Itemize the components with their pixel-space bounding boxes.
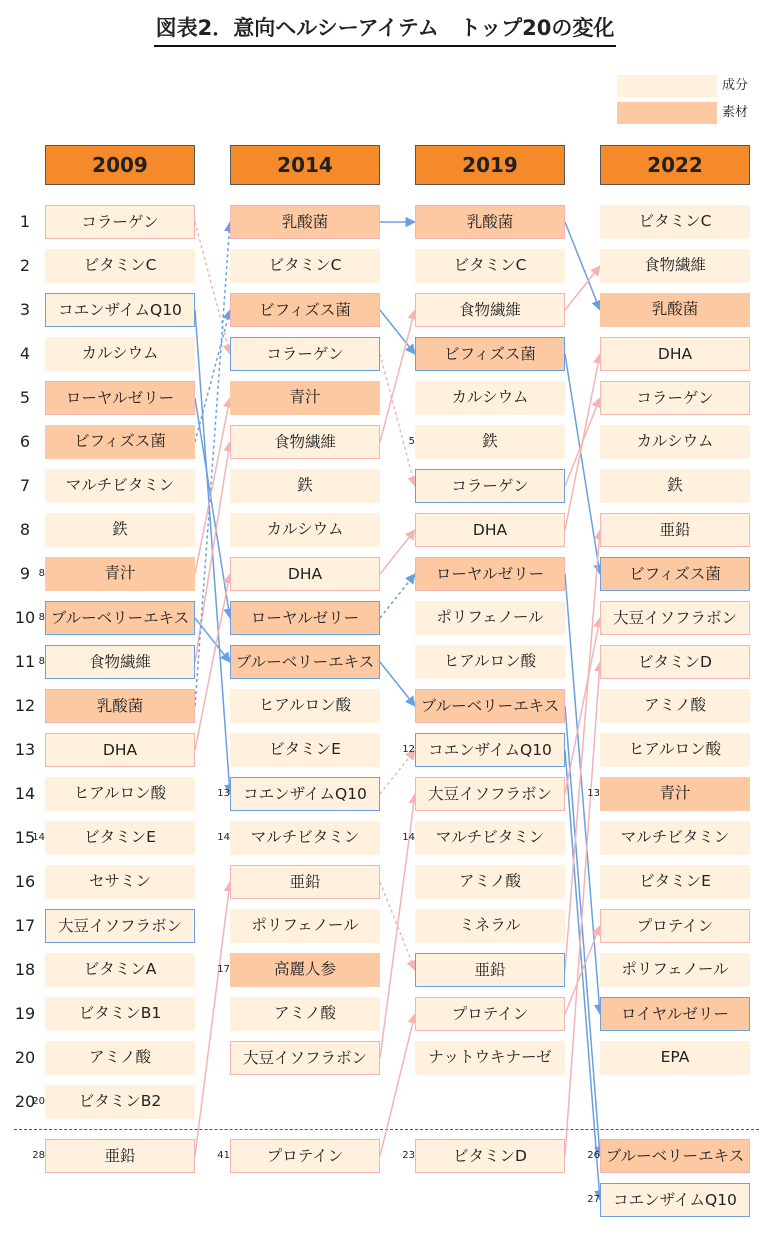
tied-rank-note: 27 [587,1194,600,1205]
item-cell: 乳酸菌 [415,205,565,239]
item-cell: ビフィズス菌 [230,293,380,327]
item-cell: カルシウム [45,337,195,371]
tied-rank-note: 12 [402,744,415,755]
item-cell: ビタミンE [45,821,195,855]
item-cell: マルチビタミン [45,469,195,503]
item-cell: EPA [600,1041,750,1075]
item-cell: 青汁 [230,381,380,415]
rank-label: 10 [14,608,36,627]
rank-label: 9 [19,564,31,583]
item-cell: コエンザイムQ10 [600,1183,750,1217]
item-cell: ブルーベリーエキス [45,601,195,635]
tied-rank-note: 26 [587,1150,600,1161]
item-cell: 鉄 [45,513,195,547]
item-cell: ビタミンB2 [45,1085,195,1119]
rank-change-arrow [380,1014,415,1156]
rank-label: 18 [14,960,36,979]
rank-label: 20 [14,1048,36,1067]
item-cell: 鉄 [230,469,380,503]
rank-label: 4 [19,344,31,363]
item-cell: ビタミンD [415,1139,565,1173]
item-cell: ビタミンA [45,953,195,987]
item-cell: ビタミンC [600,205,750,239]
item-cell: ナットウキナーゼ [415,1041,565,1075]
item-cell: 青汁 [45,557,195,591]
item-cell: ローヤルゼリー [230,601,380,635]
item-cell: 乳酸菌 [45,689,195,723]
item-cell: 食物繊維 [600,249,750,283]
item-cell: プロテイン [415,997,565,1031]
rank-change-arrow [195,882,230,1156]
rank-change-arrow [380,530,415,574]
legend-label-material: 素材 [722,105,749,120]
rank-change-arrow [565,266,600,310]
item-cell: 食物繊維 [415,293,565,327]
item-cell: 亜鉛 [45,1139,195,1173]
item-cell: ポリフェノール [415,601,565,635]
item-cell: ビフィズス菌 [600,557,750,591]
rank-change-arrow [380,662,415,706]
item-cell: ポリフェノール [600,953,750,987]
item-cell: ビタミンC [415,249,565,283]
tied-rank-note: 41 [217,1150,230,1161]
rank-label: 17 [14,916,36,935]
item-cell: DHA [415,513,565,547]
item-cell: 鉄 [600,469,750,503]
item-cell: コラーゲン [600,381,750,415]
item-cell: ロイヤルゼリー [600,997,750,1031]
item-cell: アミノ酸 [230,997,380,1031]
item-cell: ポリフェノール [230,909,380,943]
item-cell: コラーゲン [45,205,195,239]
item-cell: ブルーベリーエキス [600,1139,750,1173]
rank-label: 3 [19,300,31,319]
tied-rank-note: 8 [38,656,45,667]
item-cell: DHA [600,337,750,371]
rank-change-arrow [565,354,600,574]
item-cell: 乳酸菌 [600,293,750,327]
item-cell: ローヤルゼリー [45,381,195,415]
item-cell: ビフィズス菌 [415,337,565,371]
item-cell: マルチビタミン [600,821,750,855]
item-cell: ビタミンE [600,865,750,899]
item-cell: カルシウム [230,513,380,547]
rank-label: 7 [19,476,31,495]
item-cell: ビタミンD [600,645,750,679]
item-cell: ヒアルロン酸 [600,733,750,767]
item-cell: 大豆イソフラボン [415,777,565,811]
item-cell: ブルーベリーエキス [415,689,565,723]
item-cell: 大豆イソフラボン [600,601,750,635]
item-cell: 高麗人参 [230,953,380,987]
rank-change-arrow [195,398,230,618]
item-cell: アミノ酸 [415,865,565,899]
item-cell: ビフィズス菌 [45,425,195,459]
rank-label: 6 [19,432,31,451]
item-cell: コエンザイムQ10 [45,293,195,327]
item-cell: プロテイン [600,909,750,943]
rank-label: 14 [14,784,36,803]
item-cell: プロテイン [230,1139,380,1173]
tied-rank-note: 8 [38,612,45,623]
rank-change-arrow [195,222,230,354]
tied-rank-note: 28 [32,1150,45,1161]
item-cell: セサミン [45,865,195,899]
rank-label: 20 [14,1092,36,1111]
item-cell: カルシウム [600,425,750,459]
tied-rank-note: 20 [32,1096,45,1107]
item-cell: コエンザイムQ10 [415,733,565,767]
item-cell: 鉄 [415,425,565,459]
item-cell: ヒアルロン酸 [230,689,380,723]
tied-rank-note: 5 [408,436,415,447]
item-cell: カルシウム [415,381,565,415]
item-cell: コラーゲン [230,337,380,371]
year-header-2019: 2019 [415,145,565,185]
chart-title: 図表2．意向ヘルシーアイテム トップ20の変化 [0,12,770,47]
rank-label: 13 [14,740,36,759]
item-cell: ビタミンE [230,733,380,767]
item-cell: ブルーベリーエキス [230,645,380,679]
item-cell: マルチビタミン [415,821,565,855]
rank-label: 2 [19,256,31,275]
tied-rank-note: 13 [587,788,600,799]
rank-label: 5 [19,388,31,407]
item-cell: DHA [230,557,380,591]
rank-label: 11 [14,652,36,671]
item-cell: ヒアルロン酸 [45,777,195,811]
item-cell: アミノ酸 [600,689,750,723]
legend-label-ingredient: 成分 [722,78,749,93]
tied-rank-note: 17 [217,964,230,975]
item-cell: 食物繊維 [230,425,380,459]
rank-change-arrow [380,574,415,618]
item-cell: ビタミンC [230,249,380,283]
rank-change-arrow [565,750,600,1200]
item-cell: 青汁 [600,777,750,811]
tied-rank-note: 8 [38,568,45,579]
tied-rank-note: 23 [402,1150,415,1161]
item-cell: 乳酸菌 [230,205,380,239]
tied-rank-note: 13 [217,788,230,799]
tied-rank-note: 14 [217,832,230,843]
rank-label: 16 [14,872,36,891]
item-cell: 亜鉛 [415,953,565,987]
rank-label: 12 [14,696,36,715]
rank-label: 15 [14,828,36,847]
rank-change-arrow [195,222,230,706]
year-header-2009: 2009 [45,145,195,185]
item-cell: コエンザイムQ10 [230,777,380,811]
rank-label: 1 [19,212,31,231]
item-cell: アミノ酸 [45,1041,195,1075]
rank-change-arrow [380,310,415,442]
rank-label: 19 [14,1004,36,1023]
year-header-2014: 2014 [230,145,380,185]
item-cell: ヒアルロン酸 [415,645,565,679]
rank-label: 8 [19,520,31,539]
tied-rank-note: 14 [32,832,45,843]
item-cell: 食物繊維 [45,645,195,679]
rank-change-arrow [565,222,600,310]
item-cell: 大豆イソフラボン [45,909,195,943]
item-cell: 亜鉛 [600,513,750,547]
rank-change-arrow [565,354,600,530]
item-cell: DHA [45,733,195,767]
item-cell: マルチビタミン [230,821,380,855]
item-cell: 大豆イソフラボン [230,1041,380,1075]
rank-change-arrow [195,442,230,662]
item-cell: ビタミンB1 [45,997,195,1031]
item-cell: ビタミンC [45,249,195,283]
item-cell: コラーゲン [415,469,565,503]
item-cell: ローヤルゼリー [415,557,565,591]
item-cell: ミネラル [415,909,565,943]
tied-rank-note: 14 [402,832,415,843]
item-cell: 亜鉛 [230,865,380,899]
year-header-2022: 2022 [600,145,750,185]
